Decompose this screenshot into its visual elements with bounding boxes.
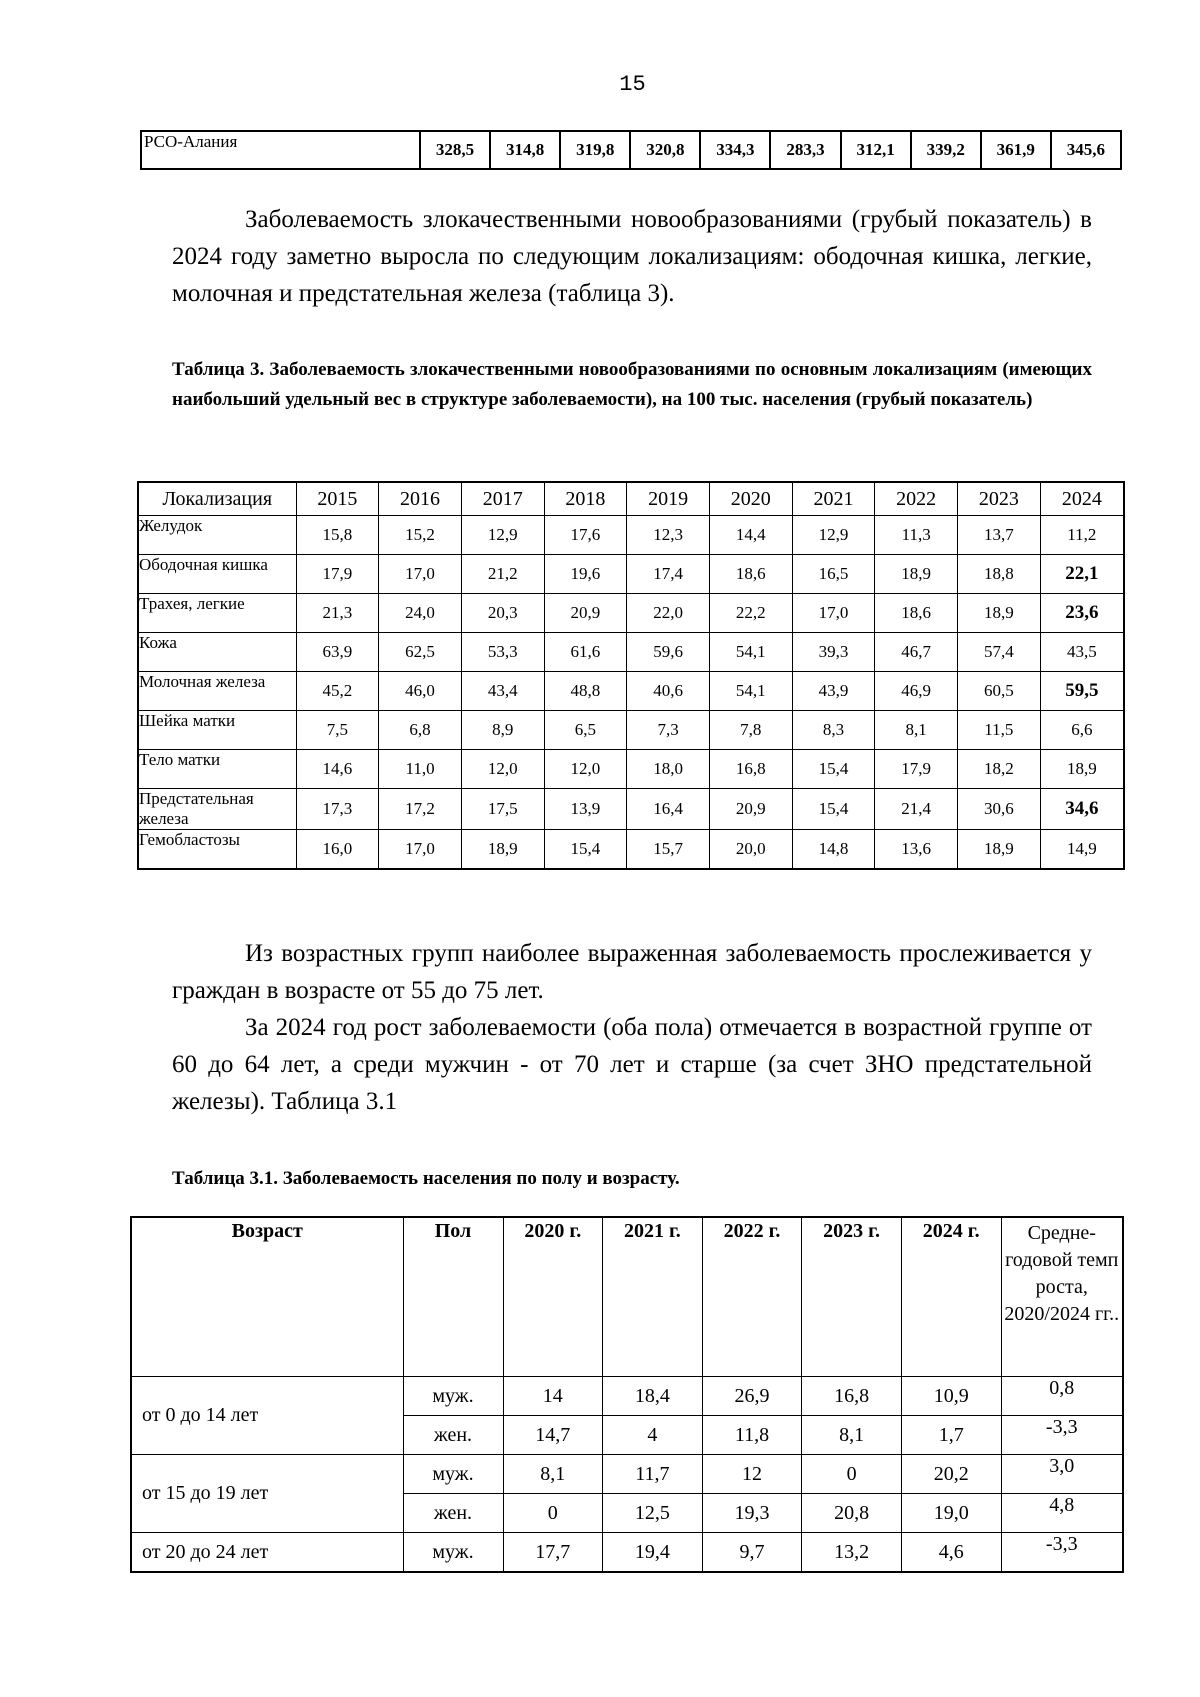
table-cell: 312,1 [841, 131, 911, 169]
table-cell: 8,3 [792, 711, 875, 750]
table-row [138, 711, 1124, 750]
table-cell: 48,8 [544, 672, 627, 711]
table-cell: 43,5 [1040, 633, 1124, 672]
table-cell: 17,0 [379, 830, 462, 870]
table3-caption: Таблица 3. Заболеваемость злокачественными новообразованиями по основным локализациям (имеющих наибольший удельный вес в структуре заболеваемости), на 100 тыс. населения (грубый показатель) [172, 359, 1092, 410]
localization-name: Кожа [138, 633, 296, 672]
table-cell: 22,0 [627, 594, 710, 633]
table-cell: 15,4 [544, 830, 627, 870]
table-cell: 15,7 [627, 830, 710, 870]
table-cell: 12,3 [627, 516, 710, 555]
table-cell: 45,2 [296, 672, 379, 711]
table-cell: 11,3 [875, 516, 958, 555]
localization-name: Желудок [138, 516, 296, 555]
table-cell: 320,8 [630, 131, 700, 169]
table-cell: 12,5 [603, 1494, 703, 1533]
table-cell: 314,8 [490, 131, 560, 169]
table-cell: 361,9 [981, 131, 1051, 169]
table-cell: 13,9 [544, 789, 627, 830]
body-paragraph [172, 201, 1092, 312]
table-cell: 18,4 [603, 1377, 703, 1416]
table-cell: 8,1 [802, 1416, 902, 1455]
table-cell: 14,8 [792, 830, 875, 870]
table-cell: 39,3 [792, 633, 875, 672]
column-header: 2018 [544, 482, 627, 516]
table-cell: 18,2 [958, 750, 1041, 789]
table-cell: 8,9 [461, 711, 544, 750]
table-cell: 14,4 [709, 516, 792, 555]
table-cell: 4,6 [901, 1533, 1001, 1573]
table-cell: 12,9 [792, 516, 875, 555]
table-cell: 14,6 [296, 750, 379, 789]
table-cell: 17,3 [296, 789, 379, 830]
table-cell: 1,7 [901, 1416, 1001, 1455]
table-cell: 59,5 [1040, 672, 1124, 711]
table-cell: 8,1 [875, 711, 958, 750]
localization-name: Шейка матки [138, 711, 296, 750]
page-number: 15 [619, 72, 646, 97]
table-cell: 21,4 [875, 789, 958, 830]
table-cell: 21,3 [296, 594, 379, 633]
table-cell: 16,5 [792, 555, 875, 594]
table-cell: 12,9 [461, 516, 544, 555]
table-row [131, 1377, 1123, 1416]
column-header: 2016 [379, 482, 462, 516]
table-cell: 334,3 [700, 131, 770, 169]
table-header-row [131, 1217, 1123, 1377]
age-group: от 0 до 14 лет [131, 1377, 403, 1455]
column-header: 2024 г. [901, 1217, 1001, 1377]
column-header: 2023 [958, 482, 1041, 516]
table-cell: 17,0 [792, 594, 875, 633]
table-header-row [138, 482, 1124, 516]
table-cell: 13,7 [958, 516, 1041, 555]
table-cell: 18,8 [958, 555, 1041, 594]
table-row [138, 750, 1124, 789]
table-cell: 21,2 [461, 555, 544, 594]
table-cell: 46,7 [875, 633, 958, 672]
table-cell: 4 [603, 1416, 703, 1455]
table-cell: 60,5 [958, 672, 1041, 711]
paragraph-text: Из возрастных групп наиболее выраженная заболеваемость прослеживается у граждан в возрасте от 55 до 75 лет. [172, 940, 1092, 1004]
table-cell: 17,9 [875, 750, 958, 789]
table-row [138, 672, 1124, 711]
table-cell: 20,8 [802, 1494, 902, 1533]
table31-caption: Таблица 3.1. Заболеваемость населения по полу и возрасту. [172, 1168, 680, 1189]
localization-name: Молочная железа [138, 672, 296, 711]
body-paragraphs [172, 935, 1092, 1120]
table-cell: 17,6 [544, 516, 627, 555]
table3 [137, 481, 1125, 870]
paragraph-text: Заболеваемость злокачественными новообразованиями (грубый показатель) в 2024 году заметно выросла по следующим локализациям: ободочная кишка, легкие, молочная и предстательная железа (таблица 3). [172, 206, 1092, 307]
paragraph-text: За 2024 год рост заболеваемости (оба пола) отмечается в возрастной группе от 60 до 64 лет, а среди мужчин - от 70 лет и старше (за счет ЗНО предстательной железы). Таблица 3.1 [172, 1014, 1092, 1115]
table-cell: 46,0 [379, 672, 462, 711]
column-header: 2022 [875, 482, 958, 516]
growth-rate-cell: 3,0 [1001, 1455, 1123, 1494]
growth-rate-cell: -3,3 [1001, 1416, 1123, 1455]
table-cell: 54,1 [709, 672, 792, 711]
table-cell: 14 [503, 1377, 603, 1416]
table-cell: 20,2 [901, 1455, 1001, 1494]
table-cell: 15,8 [296, 516, 379, 555]
growth-rate-cell: 0,8 [1001, 1377, 1123, 1416]
table-cell: 16,0 [296, 830, 379, 870]
table-row [131, 1533, 1123, 1573]
table-cell: 17,5 [461, 789, 544, 830]
growth-rate-cell: 4,8 [1001, 1494, 1123, 1533]
localization-name: Предстательная железа [138, 789, 296, 830]
table-cell: 10,9 [901, 1377, 1001, 1416]
table-row [138, 516, 1124, 555]
table-cell: 15,2 [379, 516, 462, 555]
table-cell: 43,9 [792, 672, 875, 711]
table-cell: 345,6 [1051, 131, 1121, 169]
table-cell: 13,2 [802, 1533, 902, 1573]
column-header: 2020 г. [503, 1217, 603, 1377]
table-cell: 18,9 [958, 830, 1041, 870]
column-header: 2017 [461, 482, 544, 516]
table-cell: 7,5 [296, 711, 379, 750]
table-cell: 17,4 [627, 555, 710, 594]
table-cell: 9,7 [702, 1533, 802, 1573]
age-group: от 20 до 24 лет [131, 1533, 403, 1573]
table-cell: 53,3 [461, 633, 544, 672]
sex-cell: муж. [403, 1377, 503, 1416]
table-cell: 26,9 [702, 1377, 802, 1416]
table-cell: 61,6 [544, 633, 627, 672]
table-cell: 12,0 [461, 750, 544, 789]
table-cell: 13,6 [875, 830, 958, 870]
sex-cell: муж. [403, 1533, 503, 1573]
table-cell: 16,8 [802, 1377, 902, 1416]
table-cell: 16,4 [627, 789, 710, 830]
table-cell: 0 [503, 1494, 603, 1533]
table-cell: 283,3 [770, 131, 840, 169]
table-cell: 18,9 [875, 555, 958, 594]
localization-name: Тело матки [138, 750, 296, 789]
table-cell: 46,9 [875, 672, 958, 711]
table-cell: 18,9 [958, 594, 1041, 633]
growth-rate-cell: -3,3 [1001, 1533, 1123, 1573]
table-cell: 11,5 [958, 711, 1041, 750]
table-cell: 23,6 [1040, 594, 1124, 633]
table-cell: 11,8 [702, 1416, 802, 1455]
column-header: Возраст [131, 1217, 403, 1377]
table-cell: 6,6 [1040, 711, 1124, 750]
column-header: Средне-годовой темп роста, 2020/2024 гг.. [1001, 1217, 1123, 1377]
table-cell: 319,8 [560, 131, 630, 169]
localization-name: Ободочная кишка [138, 555, 296, 594]
column-header: 2021 г. [603, 1217, 703, 1377]
table-cell: 328,5 [420, 131, 490, 169]
table-cell: 17,2 [379, 789, 462, 830]
region-name: РСО-Алания [141, 131, 420, 169]
sex-cell: жен. [403, 1494, 503, 1533]
table-cell: 7,8 [709, 711, 792, 750]
localization-name: Гемобластозы [138, 830, 296, 870]
table-cell: 17,9 [296, 555, 379, 594]
table-row [138, 594, 1124, 633]
table-cell: 18,6 [709, 555, 792, 594]
table-cell: 19,4 [603, 1533, 703, 1573]
age-group: от 15 до 19 лет [131, 1455, 403, 1533]
table-cell: 20,0 [709, 830, 792, 870]
table-cell: 11,0 [379, 750, 462, 789]
table-row [138, 633, 1124, 672]
table-cell: 18,6 [875, 594, 958, 633]
table-cell: 62,5 [379, 633, 462, 672]
column-header: 2019 [627, 482, 710, 516]
table-cell: 22,1 [1040, 555, 1124, 594]
table-cell: 15,4 [792, 750, 875, 789]
table-cell: 19,0 [901, 1494, 1001, 1533]
table-cell: 22,2 [709, 594, 792, 633]
table-cell: 12,0 [544, 750, 627, 789]
table-cell: 15,4 [792, 789, 875, 830]
sex-cell: муж. [403, 1455, 503, 1494]
table-row [138, 555, 1124, 594]
table-cell: 19,3 [702, 1494, 802, 1533]
table-cell: 19,6 [544, 555, 627, 594]
table-row [138, 789, 1124, 830]
table-cell: 0 [802, 1455, 902, 1494]
column-header: Локализация [138, 482, 296, 516]
table-cell: 20,3 [461, 594, 544, 633]
table-cell: 43,4 [461, 672, 544, 711]
table-row [138, 830, 1124, 870]
table-cell: 20,9 [709, 789, 792, 830]
table-cell: 17,7 [503, 1533, 603, 1573]
top-row-table [140, 130, 1122, 170]
table-cell: 54,1 [709, 633, 792, 672]
table-cell: 8,1 [503, 1455, 603, 1494]
table-cell: 339,2 [911, 131, 981, 169]
table-cell: 34,6 [1040, 789, 1124, 830]
column-header: 2022 г. [702, 1217, 802, 1377]
table-cell: 30,6 [958, 789, 1041, 830]
column-header: 2024 [1040, 482, 1124, 516]
column-header: 2021 [792, 482, 875, 516]
table-cell: 24,0 [379, 594, 462, 633]
table-row [141, 131, 1121, 169]
table-cell: 18,9 [1040, 750, 1124, 789]
column-header: 2015 [296, 482, 379, 516]
table-cell: 18,9 [461, 830, 544, 870]
column-header: 2020 [709, 482, 792, 516]
table-cell: 14,9 [1040, 830, 1124, 870]
table-cell: 59,6 [627, 633, 710, 672]
table-cell: 6,8 [379, 711, 462, 750]
table-cell: 11,2 [1040, 516, 1124, 555]
table-cell: 14,7 [503, 1416, 603, 1455]
table-cell: 57,4 [958, 633, 1041, 672]
table-cell: 17,0 [379, 555, 462, 594]
table-cell: 16,8 [709, 750, 792, 789]
sex-cell: жен. [403, 1416, 503, 1455]
table-cell: 63,9 [296, 633, 379, 672]
table-cell: 11,7 [603, 1455, 703, 1494]
table-cell: 18,0 [627, 750, 710, 789]
table-cell: 12 [702, 1455, 802, 1494]
table-cell: 20,9 [544, 594, 627, 633]
table31 [130, 1216, 1124, 1573]
localization-name: Трахея, легкие [138, 594, 296, 633]
table-cell: 6,5 [544, 711, 627, 750]
column-header: 2023 г. [802, 1217, 902, 1377]
table-cell: 7,3 [627, 711, 710, 750]
table-cell: 40,6 [627, 672, 710, 711]
column-header: Пол [403, 1217, 503, 1377]
table-row [131, 1455, 1123, 1494]
